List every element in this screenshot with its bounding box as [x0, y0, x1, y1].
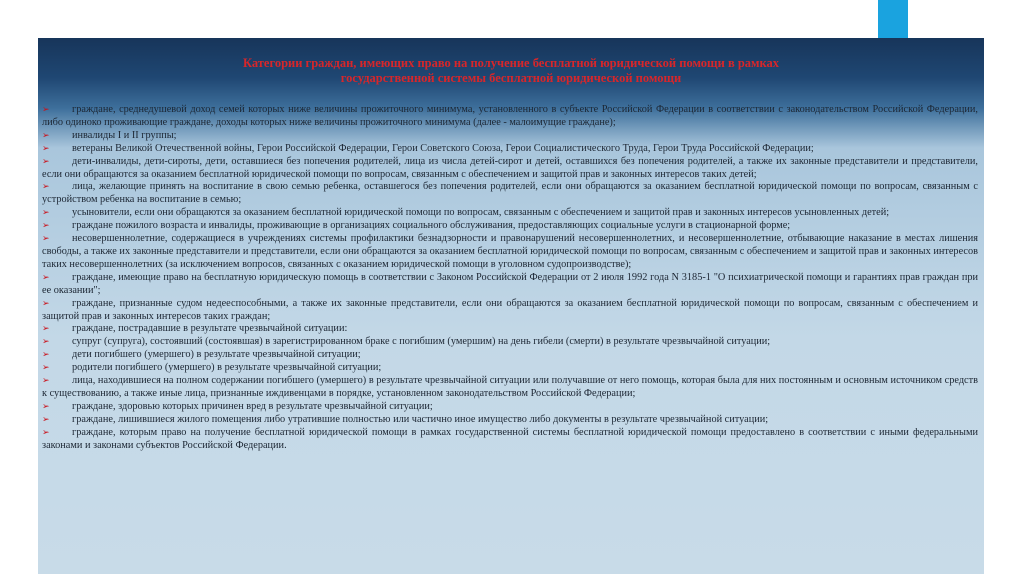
item-text: граждане, лишившиеся жилого помещения либо утратившие полностью или частично иное имущество либо документы в результате чрезвычайной ситуации; [72, 413, 769, 425]
category-list [42, 104, 978, 452]
item-text: граждане, среднедушевой доход семей которых ниже величины прожиточного минимума, установленного в субъекте Российской Федерации в соответствии с законодательством Российской Федерации, либо одиноко проживающие граждане, доходы которых ниже величины прожиточного минимума (далее - малоимущие граждане); [42, 104, 978, 128]
list-item [42, 401, 978, 414]
arrow-bullet-icon: ➢ [42, 221, 50, 232]
list-item [42, 156, 978, 182]
item-text: усыновители, если они обращаются за оказанием бесплатной юридической помощи по вопросам, связанным с обеспечением и защитой прав и законных интересов усыновленных детей; [72, 207, 890, 219]
list-item [42, 336, 978, 349]
title-line-1: Категории граждан, имеющих право на получение бесплатной юридической помощи в рамках [242, 56, 780, 70]
list-item [42, 130, 978, 143]
item-text: несовершеннолетние, содержащиеся в учреждениях системы профилактики безнадзорности и правонарушений несовершеннолетних, и несовершеннолетние, отбывающие наказание в местах лишения свободы, а также их законные представители и представители, если они обращаются за оказанием бесплатной юридической помощи по вопросам, связанным с обеспечением и защитой прав и законных интересов таких несовершеннолетних (за исключением вопросов, связанных с оказанием юридической помощи в уголовном судопроизводстве); [42, 233, 978, 270]
list-item [42, 143, 978, 156]
item-text: граждане, признанные судом недееспособными, а также их законные представители, если они обращаются за оказанием бесплатной юридической помощи по вопросам, связанным с обеспечением и защитой прав и законных интересов таких граждан; [42, 297, 978, 322]
item-text: дети погибшего (умершего) в результате чрезвычайной ситуации; [72, 349, 361, 361]
item-text: граждане, имеющие право на бесплатную юридическую помощь в соответствии с Законом Российской Федерации от 2 июля 1992 года N 3185-1 "О психиатрической помощи и гарантиях прав граждан при ее оказании"; [42, 271, 978, 296]
item-text: инвалиды I и II группы; [72, 129, 177, 141]
item-text: супруг (супруга), состоявший (состоявшая) в зарегистрированном браке с погибшим (умершим) на день гибели (смерти) в результате чрезвычайной ситуации; [72, 336, 771, 348]
list-item [42, 272, 978, 298]
arrow-bullet-icon: ➢ [42, 182, 50, 193]
list-item [42, 323, 978, 336]
list-item [42, 207, 978, 220]
slide-title [78, 56, 944, 86]
list-item [42, 181, 978, 207]
item-text: граждане, которым право на получение бесплатной юридической помощи в рамках государственной системы бесплатной юридической помощи предоставлено в соответствии с иными федеральными законами и законами субъектов Российской Федерации. [42, 426, 978, 451]
arrow-bullet-icon: ➢ [42, 105, 50, 115]
arrow-bullet-icon: ➢ [42, 401, 50, 412]
item-text: лица, желающие принять на воспитание в свою семью ребенка, оставшегося без попечения родителей, если они обращаются за оказанием бесплатной юридической помощи по вопросам, связанным с устройством ребенка на воспитание в семью; [42, 181, 978, 206]
list-item [42, 427, 978, 453]
arrow-bullet-icon: ➢ [42, 298, 50, 309]
list-item [42, 104, 978, 130]
arrow-bullet-icon: ➢ [42, 376, 50, 387]
arrow-bullet-icon: ➢ [42, 208, 50, 219]
arrow-bullet-icon: ➢ [42, 414, 50, 425]
arrow-bullet-icon: ➢ [42, 156, 50, 167]
list-item [42, 298, 978, 324]
list-item [42, 375, 978, 401]
title-line-2: государственной системы бесплатной юридической помощи [340, 71, 682, 85]
slide [38, 38, 984, 574]
list-item [42, 349, 978, 362]
item-text: лица, находившиеся на полном содержании погибшего (умершего) в результате чрезвычайной ситуации или получавшие от него помощь, которая была для них постоянным и основным источником средств к существованию, а также иные лица, признанные иждивенцами в порядке, установленном законодательством Российской Федерации; [42, 375, 978, 399]
item-text: ветераны Великой Отечественной войны, Герои Российской Федерации, Герои Советского Союза, Герои Социалистического Труда, Герои Труда Российской Федерации; [72, 142, 814, 154]
item-text: граждане пожилого возраста и инвалиды, проживающие в организациях социального обслуживания, предоставляющих социальные услуги в стационарной форме; [72, 220, 791, 232]
item-text: граждане, здоровью которых причинен вред в результате чрезвычайной ситуации; [72, 400, 433, 412]
arrow-bullet-icon: ➢ [42, 234, 50, 245]
arrow-bullet-icon: ➢ [42, 427, 50, 438]
list-item [42, 362, 978, 375]
arrow-bullet-icon: ➢ [42, 363, 50, 374]
arrow-bullet-icon: ➢ [42, 350, 50, 361]
arrow-bullet-icon: ➢ [42, 337, 50, 348]
arrow-bullet-icon: ➢ [42, 324, 50, 335]
item-text: граждане, пострадавшие в результате чрезвычайной ситуации: [72, 323, 348, 335]
list-item [42, 233, 978, 272]
arrow-bullet-icon: ➢ [42, 143, 50, 154]
list-item [42, 414, 978, 427]
list-item [42, 220, 978, 233]
item-text: родители погибшего (умершего) в результате чрезвычайной ситуации; [72, 362, 382, 374]
arrow-bullet-icon: ➢ [42, 130, 50, 141]
content [38, 104, 984, 452]
item-text: дети-инвалиды, дети-сироты, дети, оставшиеся без попечения родителей, лица из числа детей-сирот и детей, оставшихся без попечения родителей, а также их законные представители и представители, если они обращаются за оказанием бесплатной юридической помощи по вопросам, связанным с обеспечением и защитой прав и законных интересов таких детей; [42, 155, 978, 180]
arrow-bullet-icon: ➢ [42, 272, 50, 283]
